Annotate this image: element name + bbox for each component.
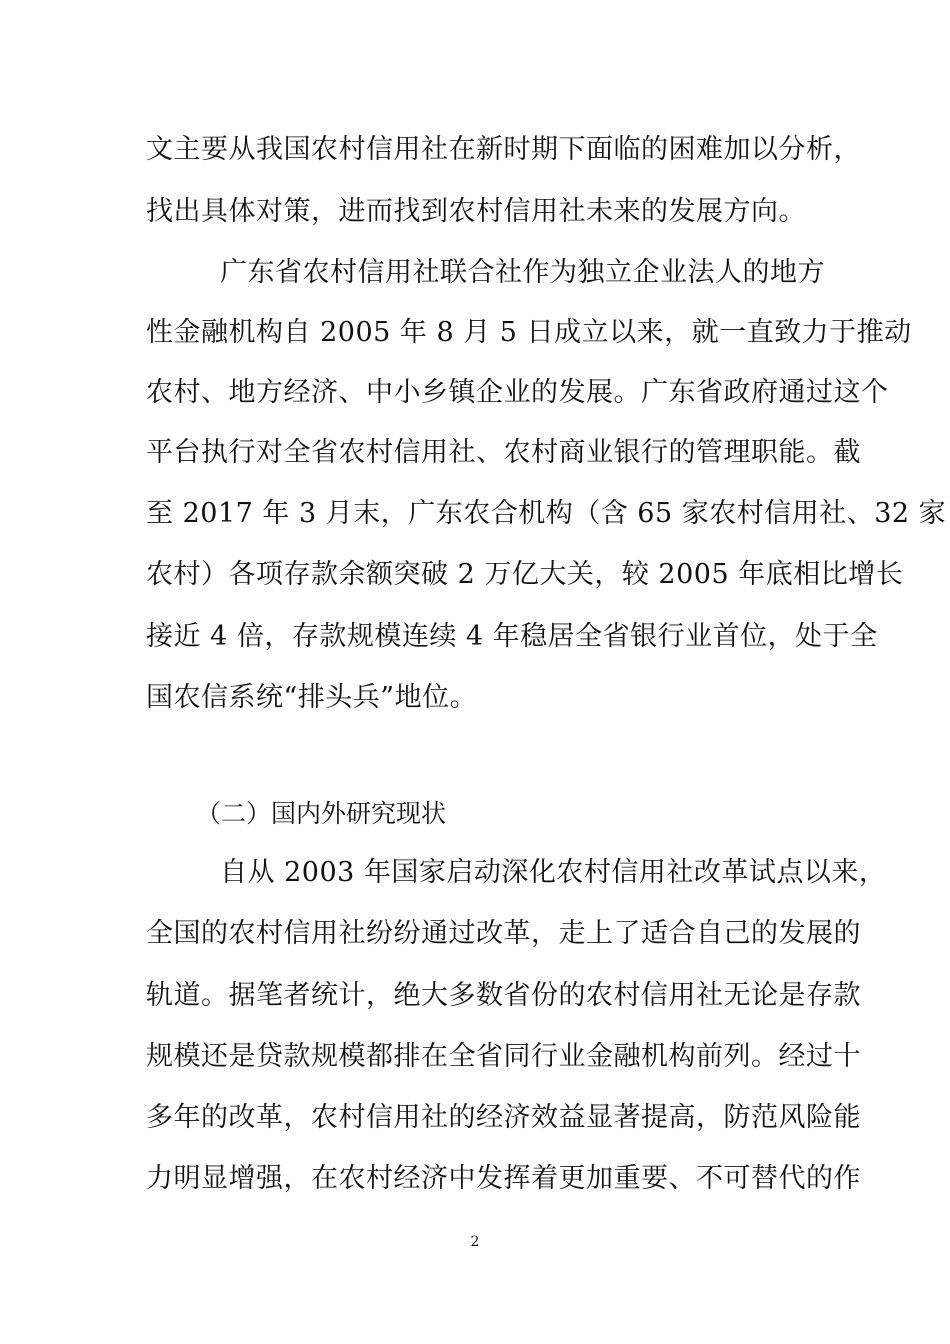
paragraph-line: 力明显增强，在农村经济中发挥着更加重要、不可替代的作: [146, 1163, 861, 1194]
paragraph-line: 文主要从我国农村信用社在新时期下面临的困难加以分析，: [146, 134, 861, 165]
paragraph-line: 全国的农村信用社纷纷通过改革，走上了适合自己的发展的: [146, 918, 861, 949]
page-number: 2: [470, 1234, 480, 1250]
paragraph-line: 性金融机构自 2005 年 8 月 5 日成立以来，就一直致力于推动: [146, 317, 912, 348]
paragraph-line: 农村）各项存款余额突破 2 万亿大关，较 2005 年底相比增长: [146, 559, 904, 590]
paragraph-line: 接近 4 倍，存款规模连续 4 年稳居全省银行业首位，处于全: [146, 621, 878, 652]
paragraph-line: 轨道。据笔者统计，绝大多数省份的农村信用社无论是存款: [146, 980, 861, 1011]
paragraph-line: 国农信系统“排头兵”地位。: [146, 682, 478, 713]
paragraph-line: 至 2017 年 3 月末，广东农合机构（含 65 家农村信用社、32 家: [146, 498, 947, 529]
paragraph-line: 平台执行对全省农村信用社、农村商业银行的管理职能。截: [146, 437, 861, 468]
section-heading: （二）国内外研究现状: [196, 799, 447, 828]
paragraph-line: 找出具体对策，进而找到农村信用社未来的发展方向。: [146, 196, 806, 227]
paragraph-line: 自从 2003 年国家启动深化农村信用社改革试点以来，: [220, 857, 887, 888]
paragraph-line: 多年的改革，农村信用社的经济效益显著提高，防范风险能: [146, 1102, 861, 1133]
paragraph-line: 规模还是贷款规模都排在全省同行业金融机构前列。经过十: [146, 1041, 861, 1072]
paragraph-line: 广东省农村信用社联合社作为独立企业法人的地方: [220, 257, 825, 288]
paragraph-line: 农村、地方经济、中小乡镇企业的发展。广东省政府通过这个: [146, 377, 889, 408]
